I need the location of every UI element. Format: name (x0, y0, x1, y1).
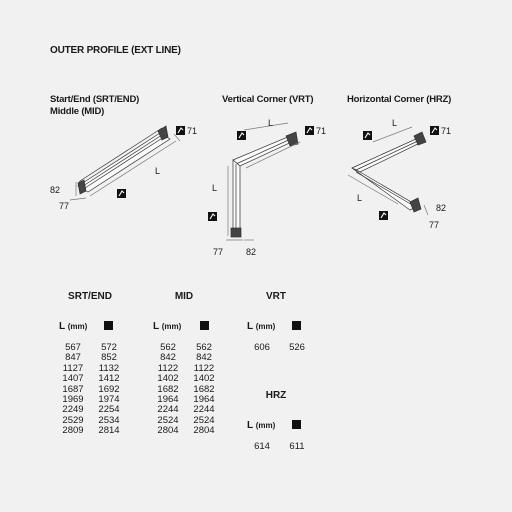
table-cell: 1122 (193, 362, 215, 374)
table-cell: 572 (101, 342, 117, 353)
table-cell: 2249 (62, 404, 84, 416)
table-cell: 1127 (62, 362, 84, 374)
vrt-l2-column (279, 343, 315, 353)
mid-view-label: Middle (MID) (50, 106, 105, 117)
table-cell: 1964 (157, 393, 179, 405)
table-cell: 1132 (98, 362, 120, 374)
hrz-dim-l-side: L (357, 193, 363, 203)
table-cell: 1682 (157, 383, 179, 395)
srt-end-l-header: L (mm) (59, 321, 88, 332)
srt-dim-82: 82 (50, 185, 61, 195)
table-cell: 1407 (62, 373, 84, 385)
hrz-dim-l-top: L (392, 118, 398, 128)
table-cell: 1687 (62, 383, 84, 395)
table-cell: 842 (160, 352, 176, 364)
table-cell: 614 (254, 441, 270, 452)
table-cell: 1412 (98, 373, 120, 385)
hrz-l2-column (279, 442, 315, 452)
table-cell: 2804 (157, 425, 179, 437)
srt-end-l2-column (91, 343, 127, 437)
table-cell: 1964 (193, 393, 215, 405)
table-cell: 1969 (62, 393, 84, 405)
table-cell: 562 (196, 342, 212, 353)
srt-dim-77: 77 (59, 201, 70, 211)
table-cell: 611 (289, 441, 305, 452)
srt-end-l-column (55, 343, 91, 437)
vrt-table-header: VRT (266, 291, 286, 302)
vertical-corner-drawing (226, 123, 300, 240)
mid-table-header: MID (174, 291, 194, 302)
srt-dim-71: 71 (187, 126, 198, 136)
hrz-view-label: Horizontal Corner (HRZ) (347, 94, 452, 105)
hrz-dim-77: 77 (429, 220, 440, 230)
vrt-l-header: L (mm) (247, 321, 276, 332)
table-cell: 2804 (193, 425, 215, 437)
mid-l-column (150, 343, 186, 437)
mid-l-header: L (mm) (153, 321, 182, 332)
table-cell: 2254 (98, 404, 120, 416)
srt-dim-l: L (155, 166, 161, 176)
srt-view-label: Start/End (SRT/END) (50, 94, 140, 105)
table-cell: 567 (65, 342, 81, 353)
table-cell: 847 (65, 352, 81, 364)
table-cell: 852 (101, 352, 117, 364)
hrz-table-header: HRZ (265, 390, 287, 401)
vrt-dim-82: 82 (246, 247, 257, 257)
table-cell: 606 (254, 342, 270, 353)
hrz-light-icon (292, 420, 301, 429)
hrz-l-header: L (mm) (247, 420, 276, 431)
vrt-view-label: Vertical Corner (VRT) (222, 94, 314, 105)
srt-end-light-icon (104, 321, 113, 330)
table-cell: 842 (196, 352, 212, 364)
mid-light-icon (200, 321, 209, 330)
vrt-dim-l-top: L (268, 118, 274, 128)
table-cell: 2529 (62, 414, 84, 426)
table-cell: 1122 (157, 362, 179, 374)
hrz-dim-71: 71 (441, 126, 452, 136)
table-cell: 2244 (193, 404, 215, 416)
table-cell: 2809 (62, 425, 84, 437)
table-cell: 1682 (193, 383, 215, 395)
vrt-dim-l-side: L (212, 183, 218, 193)
vrt-l-column (244, 343, 280, 353)
table-cell: 2534 (98, 414, 120, 426)
vrt-dim-71: 71 (316, 126, 327, 136)
vrt-dim-77: 77 (213, 247, 224, 257)
vrt-light-icon (292, 321, 301, 330)
table-cell: 1402 (157, 373, 179, 385)
table-cell: 1692 (98, 383, 120, 395)
srt-end-table-header: SRT/END (68, 291, 112, 302)
hrz-l-column (244, 442, 280, 452)
table-cell: 2244 (157, 404, 179, 416)
table-cell: 2814 (98, 425, 120, 437)
straight-profile-drawing (70, 126, 180, 200)
hrz-dim-82: 82 (436, 203, 447, 213)
table-cell: 1974 (98, 393, 120, 405)
page-title: OUTER PROFILE (EXT LINE) (50, 45, 181, 56)
table-cell: 526 (289, 342, 305, 353)
table-cell: 1402 (193, 373, 215, 385)
table-cell: 2524 (193, 414, 215, 426)
mid-l2-column (186, 343, 222, 437)
table-cell: 562 (160, 342, 176, 353)
table-cell: 2524 (157, 414, 179, 426)
